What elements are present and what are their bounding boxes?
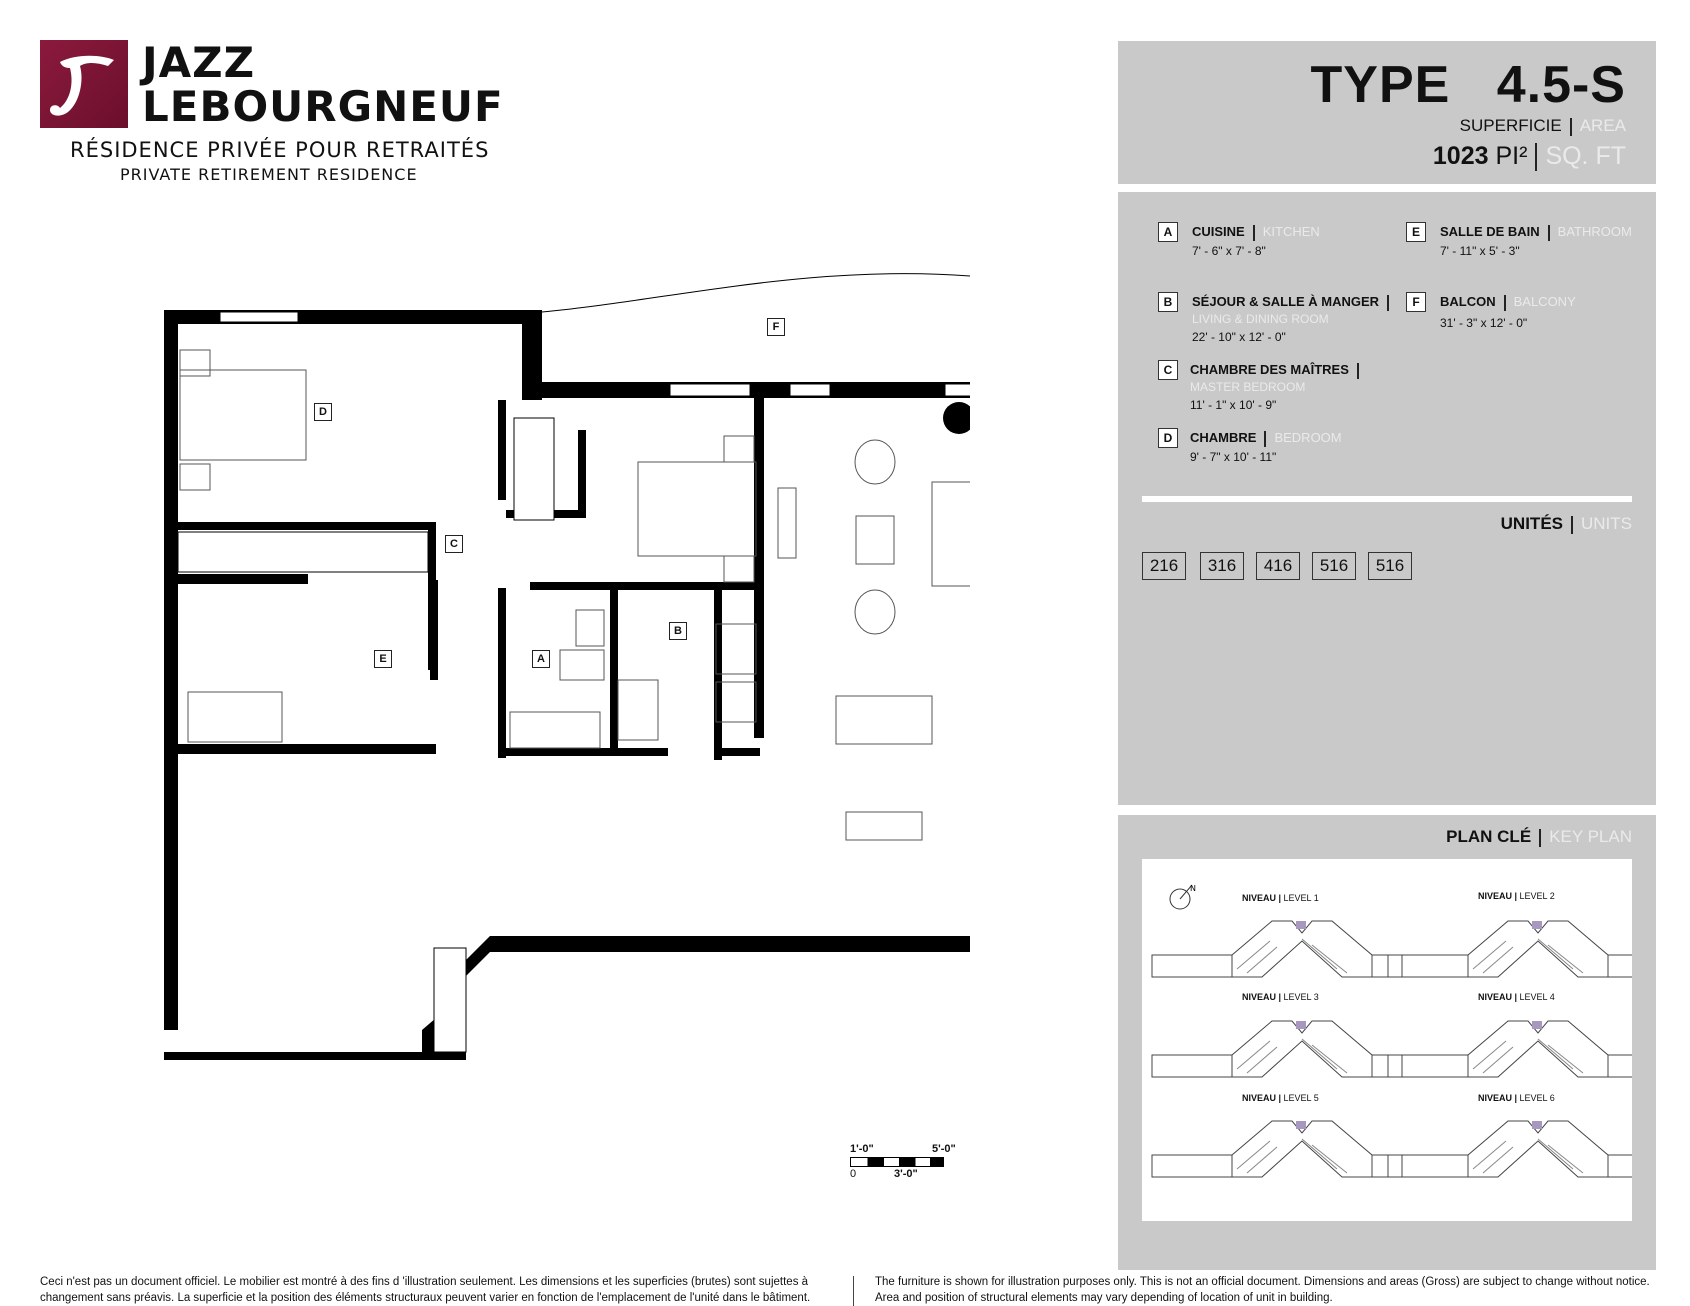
unit-badge: 416 [1256, 552, 1300, 580]
rooms-divider [1142, 496, 1632, 502]
key-plan-drawing [1142, 859, 1632, 1221]
room-name: BALCON BALCONY [1440, 294, 1576, 309]
furniture [180, 350, 970, 840]
walls [164, 310, 970, 1060]
room-name: SÉJOUR & SALLE À MANGER [1192, 294, 1397, 311]
room-name-en: LIVING & DINING ROOM [1192, 312, 1329, 326]
disclaimer-en: The furniture is shown for illustration purposes only. This is not an official document. Dimensions and areas (Gross) are subject to change without notice. Area and position of structural elements may vary depending of location of unit in building. [875, 1276, 1650, 1304]
area-label-en: AREA [1579, 116, 1626, 135]
room-name: CHAMBRE BEDROOM [1190, 430, 1342, 445]
svg-text:N: N [1190, 884, 1196, 893]
room-c [1158, 360, 1398, 420]
room-letter: D [1158, 428, 1178, 448]
key-plan-title-en: KEY PLAN [1549, 827, 1632, 846]
room-letter: B [1158, 292, 1178, 312]
floor-plan [150, 270, 970, 1070]
key-plan-title [1446, 827, 1632, 847]
level-6-label: NIVEAU | LEVEL 6 [1478, 1093, 1555, 1103]
room-dimensions: 7' - 11" x 5' - 3" [1440, 244, 1520, 258]
scale-bar [850, 1143, 980, 1183]
plan-label-e: E [374, 650, 392, 668]
logo-j-icon [40, 40, 128, 128]
level-4-label: NIVEAU | LEVEL 4 [1478, 992, 1555, 1002]
logo-mark [40, 40, 128, 128]
room-f [1406, 292, 1646, 332]
units-title-fr: UNITÉS [1500, 514, 1563, 533]
footer-divider [853, 1276, 854, 1306]
room-e [1406, 222, 1646, 262]
area-value: 1023 [1432, 142, 1489, 170]
logo-line1: JAZZ [142, 38, 256, 87]
plan-label-d: D [314, 403, 332, 421]
room-dimensions: 9' - 7" x 10' - 11" [1190, 450, 1277, 464]
unit-badge: 516 [1368, 552, 1412, 580]
room-name: CUISINE KITCHEN [1192, 224, 1320, 239]
rooms-panel [1118, 192, 1656, 805]
closets [178, 418, 554, 1052]
room-dimensions: 11' - 1" x 10' - 9" [1190, 398, 1277, 412]
area-unit-en: SQ. FT [1545, 142, 1626, 170]
logo-tagline-en: PRIVATE RETIREMENT RESIDENCE [120, 165, 418, 184]
room-letter: F [1406, 292, 1426, 312]
room-name: SALLE DE BAIN BATHROOM [1440, 224, 1632, 239]
disclaimer-fr: Ceci n'est pas un document officiel. Le mobilier est montré à des fins d 'illustration seulement. Les dimensions et les superficies (brutes) sont sujettes à changement sans préavis. La superficie et la position des éléments structuraux peuvent varier en fonction de l'emplacement de l'unité dans le bâtiment. [40, 1276, 811, 1304]
key-plan-panel [1118, 815, 1656, 1270]
room-dimensions: 31' - 3" x 12' - 0" [1440, 316, 1528, 330]
area-label-fr: SUPERFICIE [1459, 116, 1562, 135]
room-name-en: MASTER BEDROOM [1190, 380, 1306, 394]
plan-label-a: A [532, 650, 550, 668]
plan-label-b: B [669, 622, 687, 640]
level-2-label: NIVEAU | LEVEL 2 [1478, 891, 1555, 901]
area-unit-fr: PI² [1495, 142, 1528, 170]
unit-badge: 516 [1312, 552, 1356, 580]
level-3-label: NIVEAU | LEVEL 3 [1242, 992, 1319, 1002]
area-label [1460, 116, 1626, 136]
logo-line2: LEBOURGNEUF [142, 82, 504, 131]
level-1-label: NIVEAU | LEVEL 1 [1242, 893, 1319, 903]
type-title: TYPE 4.5-S [1310, 56, 1626, 114]
plan-label-c: C [445, 535, 463, 553]
logo-tagline-fr: RÉSIDENCE PRIVÉE POUR RETRAITÉS [70, 138, 490, 162]
room-dimensions: 22' - 10" x 12' - 0" [1192, 330, 1286, 344]
room-a [1158, 222, 1398, 262]
level-5-label: NIVEAU | LEVEL 5 [1242, 1093, 1319, 1103]
room-letter: A [1158, 222, 1178, 242]
unit-badge: 216 [1142, 552, 1186, 580]
building-outlines [1142, 859, 1632, 1221]
unit-badge: 316 [1200, 552, 1244, 580]
units-title [1501, 514, 1632, 534]
plan-label-f: F [767, 318, 785, 336]
room-dimensions: 7' - 6" x 7' - 8" [1192, 244, 1266, 258]
column [943, 402, 970, 434]
key-plan-title-fr: PLAN CLÉ [1446, 827, 1532, 846]
scale-t3: 3'-0" [894, 1168, 918, 1180]
room-letter: E [1406, 222, 1426, 242]
room-letter: C [1158, 360, 1178, 380]
units-title-en: UNITS [1581, 514, 1632, 533]
room-d [1158, 428, 1398, 468]
room-name: CHAMBRE DES MAÎTRES [1190, 362, 1367, 379]
scale-t0: 0 [850, 1168, 857, 1180]
room-b [1158, 292, 1398, 352]
scale-t5: 5'-0" [932, 1143, 956, 1155]
type-panel [1118, 41, 1656, 184]
area-value-row [1433, 142, 1626, 171]
scale-t1: 1'-0" [850, 1143, 874, 1155]
